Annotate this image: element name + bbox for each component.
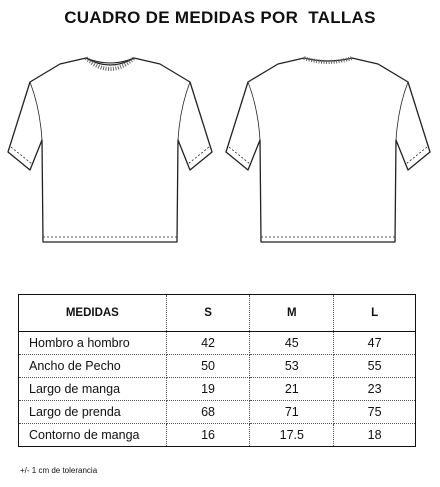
cell-s: 16	[166, 424, 250, 447]
cell-s: 68	[166, 401, 250, 424]
header-size-l: L	[334, 295, 416, 332]
table-header-row	[19, 295, 416, 332]
page-title: CUADRO DE MEDIDAS POR TALLAS	[64, 8, 376, 27]
cell-m: 71	[250, 401, 334, 424]
table-row	[19, 355, 416, 378]
size-chart-table	[18, 294, 416, 447]
cell-m: 45	[250, 332, 334, 355]
table-row	[19, 378, 416, 401]
cell-s: 19	[166, 378, 250, 401]
header-size-s: S	[166, 295, 250, 332]
header-medidas: MEDIDAS	[19, 295, 167, 332]
tolerance-note: +/- 1 cm de tolerancia	[20, 466, 98, 475]
table-row	[19, 401, 416, 424]
t-shirt-front-icon	[6, 48, 216, 248]
row-label: Largo de manga	[19, 378, 167, 401]
cell-s: 50	[166, 355, 250, 378]
cell-s: 42	[166, 332, 250, 355]
cell-l: 18	[334, 424, 416, 447]
row-label: Largo de prenda	[19, 401, 167, 424]
cell-l: 23	[334, 378, 416, 401]
row-label: Ancho de Pecho	[19, 355, 167, 378]
cell-m: 53	[250, 355, 334, 378]
table-row	[19, 332, 416, 355]
row-label: Hombro a hombro	[19, 332, 167, 355]
row-label: Contorno de manga	[19, 424, 167, 447]
cell-l: 75	[334, 401, 416, 424]
cell-m: 17.5	[250, 424, 334, 447]
table-row	[19, 424, 416, 447]
header-size-m: M	[250, 295, 334, 332]
cell-l: 47	[334, 332, 416, 355]
t-shirt-back-icon	[224, 48, 434, 248]
cell-m: 21	[250, 378, 334, 401]
cell-l: 55	[334, 355, 416, 378]
